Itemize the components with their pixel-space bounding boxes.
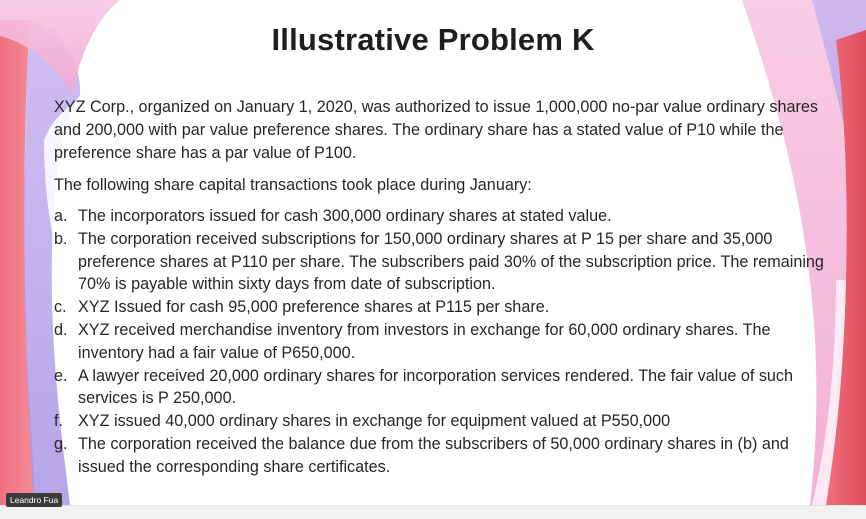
item-text: The corporation received subscriptions for 150,000 ordinary shares at P 15 per share and 35,000 preference shares at P110 per share. The subscribers paid 30% of the subscription price. The remaining 70% is payable within sixty days from date of subscription.	[78, 229, 824, 294]
item-marker: a.	[54, 207, 68, 225]
item-text: XYZ issued 40,000 ordinary shares in exchange for equipment valued at P550,000	[78, 412, 671, 431]
video-bottom-bar	[0, 505, 866, 519]
item-marker: d.	[54, 320, 68, 339]
slide-title: Illustrative Problem K	[271, 22, 595, 57]
item-text: A lawyer received 20,000 ordinary shares for incorporation services rendered. The fair value of such services is P 250,000.	[78, 366, 794, 408]
item-marker: b.	[54, 229, 68, 248]
item-text: The corporation received the balance due from the subscribers of 50,000 ordinary shares in (b) and issued the corresponding share certificates.	[78, 434, 789, 476]
item-marker: g.	[54, 434, 68, 453]
presenter-name-tag: Leandro Fua	[6, 493, 62, 507]
item-text: XYZ received merchandise inventory from investors in exchange for 60,000 ordinary shares. The inventory had a fair value of P650,000.	[78, 320, 771, 362]
item-marker: f.	[54, 412, 63, 431]
transaction-list	[54, 205, 832, 479]
transaction-item	[54, 296, 832, 319]
transaction-item	[54, 410, 832, 433]
item-marker: e.	[54, 366, 68, 385]
item-text: XYZ Issued for cash 95,000 preference shares at P115 per share.	[78, 298, 550, 317]
transaction-item	[54, 205, 832, 228]
transaction-item	[54, 319, 832, 365]
transaction-item	[54, 433, 832, 479]
transactions-lead-in: The following share capital transactions took place during January:	[54, 176, 532, 194]
transaction-item	[54, 365, 832, 411]
item-marker: c.	[54, 298, 67, 317]
transaction-item	[54, 228, 832, 296]
item-text: The incorporators issued for cash 300,000 ordinary shares at stated value.	[78, 207, 612, 225]
problem-intro: XYZ Corp., organized on January 1, 2020, was authorized to issue 1,000,000 no-par value ordinary shares and 200,000 with par value preference shares. The ordinary share has a stated value of P10 while the preference share has a par value of P100.	[54, 98, 818, 162]
